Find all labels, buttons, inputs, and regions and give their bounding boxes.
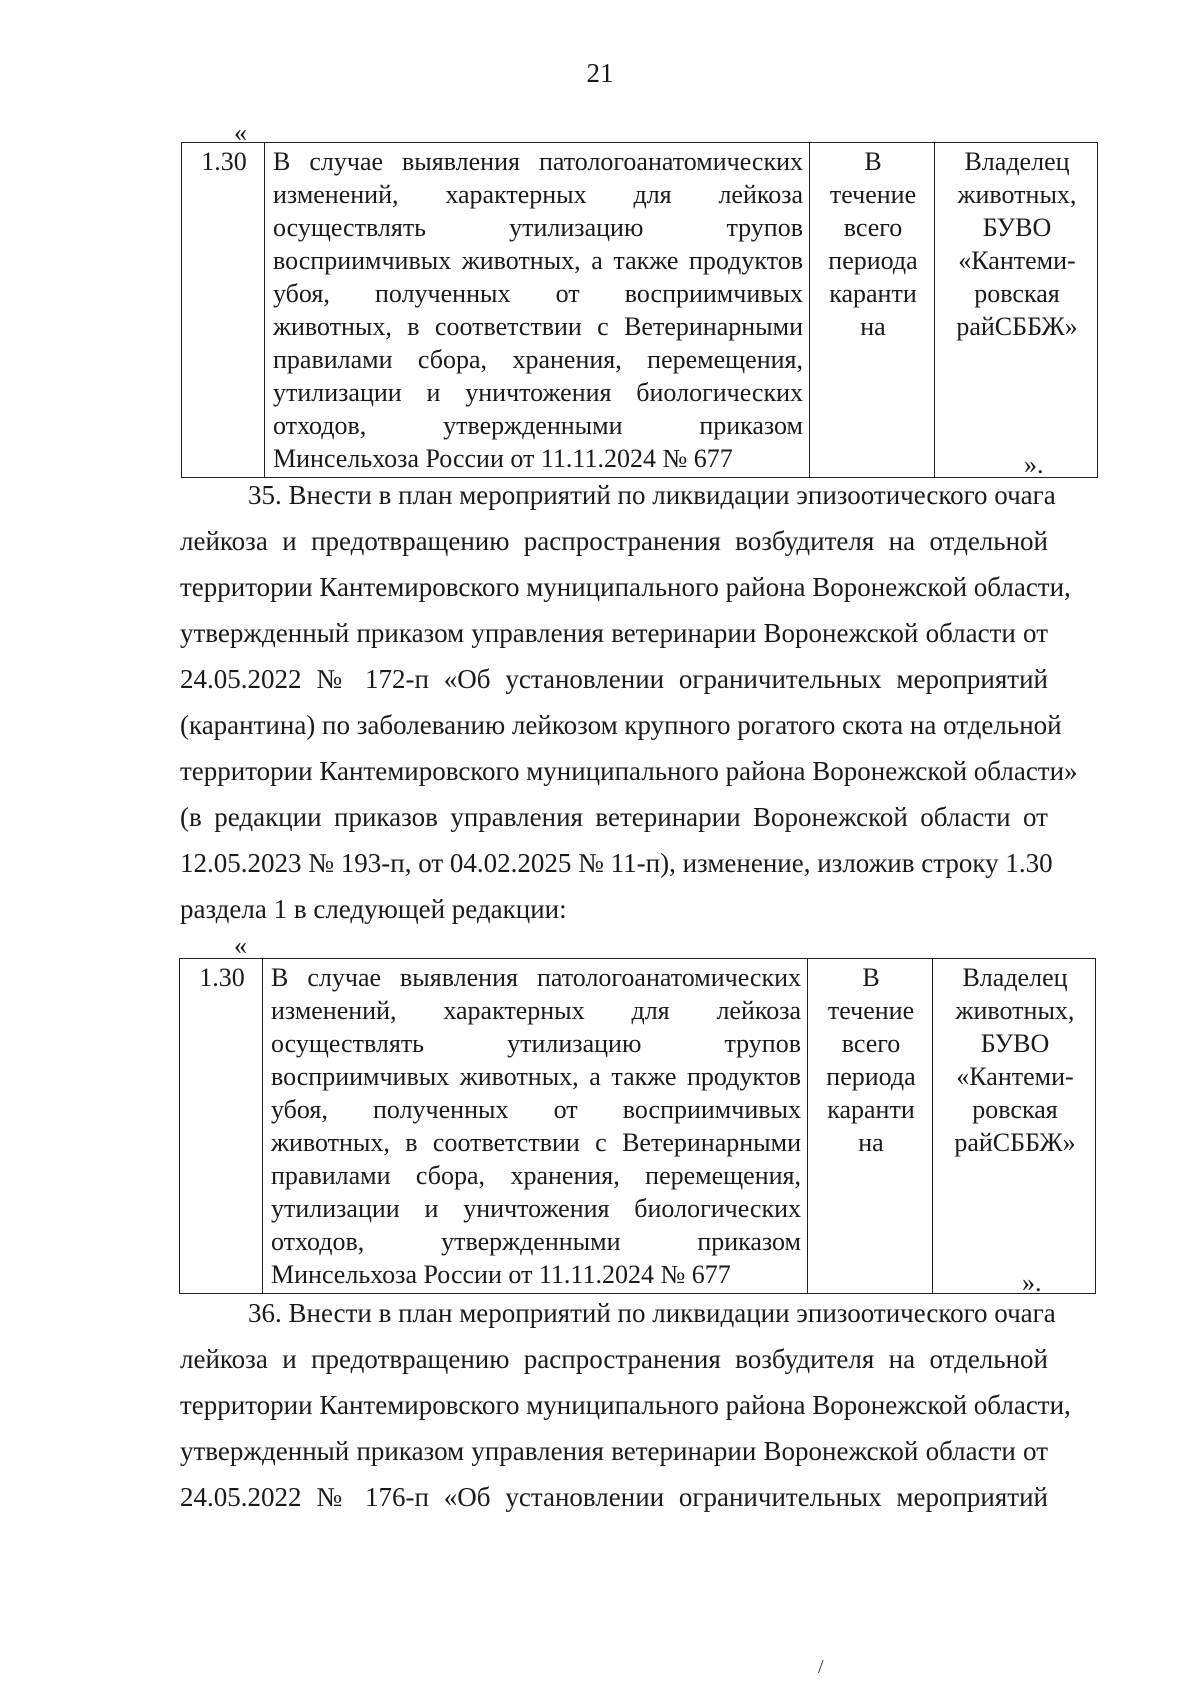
table-row bbox=[180, 959, 1096, 1294]
row-text-cell bbox=[263, 959, 808, 1294]
table-row bbox=[182, 143, 1098, 478]
responsible-line: «Кантеми- bbox=[956, 1062, 1074, 1091]
row-text-line: убоя, полученных от восприимчивых bbox=[271, 1095, 801, 1124]
row-text-line: осуществлять утилизацию трупов bbox=[271, 1029, 801, 1058]
quote-open-mark: « bbox=[234, 118, 247, 147]
row-text-line: утилизации и уничтожения биологических bbox=[273, 378, 803, 407]
paragraph-line: территории Кантемировского муниципального района Воронежской области, bbox=[180, 572, 1071, 602]
row-text-line: В случае выявления патологоанатомических bbox=[271, 963, 801, 992]
responsible-line: животных, bbox=[957, 180, 1077, 209]
responsible-line: «Кантеми- bbox=[958, 246, 1076, 275]
row-text-line: отходов, утвержденными приказом bbox=[271, 1227, 801, 1256]
paragraph-line: (в редакции приказов управления ветеринарии Воронежской области от bbox=[180, 802, 1048, 832]
amendment-table-2 bbox=[179, 958, 1096, 1294]
paragraph-line: территории Кантемировского муниципального района Воронежской области» bbox=[180, 756, 1078, 786]
row-text-line: отходов, утвержденными приказом bbox=[273, 411, 803, 440]
row-responsible-cell bbox=[933, 959, 1096, 1294]
paragraph-35 bbox=[180, 472, 1078, 932]
quote-open-mark: « bbox=[234, 931, 247, 960]
row-number-cell: 1.30 bbox=[180, 959, 263, 1294]
row-text-line: Минсельхоза России от 11.11.2024 № 677 bbox=[273, 444, 733, 473]
row-text-line: восприимчивых животных, а также продуктов bbox=[271, 1062, 801, 1091]
term-line: на bbox=[860, 312, 886, 341]
paragraph-line: 35. Внести в план мероприятий по ликвидации эпизоотического очага bbox=[248, 480, 1056, 510]
row-text-line: утилизации и уничтожения биологических bbox=[271, 1194, 801, 1223]
term-line: периода bbox=[826, 1062, 916, 1091]
paragraph-line: раздела 1 в следующей редакции: bbox=[180, 894, 567, 924]
row-text-line: изменений, характерных для лейкоза bbox=[273, 180, 803, 209]
row-term-cell bbox=[810, 143, 935, 478]
row-text-line: правилами сбора, хранения, перемещения, bbox=[273, 345, 803, 374]
paragraph-line: 36. Внести в план мероприятий по ликвидации эпизоотического очага bbox=[248, 1298, 1056, 1328]
row-text-line: животных, в соответствии с Ветеринарными bbox=[271, 1128, 801, 1157]
row-text-cell bbox=[265, 143, 810, 478]
paragraph-line: 24.05.2022 № 172-п «Об установлении ограничительных мероприятий bbox=[180, 664, 1048, 694]
row-text-line: изменений, характерных для лейкоза bbox=[271, 996, 801, 1025]
row-text-line: правилами сбора, хранения, перемещения, bbox=[271, 1161, 801, 1190]
paragraph-line: лейкоза и предотвращению распространения возбудителя на отдельной bbox=[180, 1344, 1048, 1374]
term-line: на bbox=[858, 1128, 884, 1157]
responsible-line: райСББЖ» bbox=[956, 312, 1078, 341]
paragraph-line: территории Кантемировского муниципального района Воронежской области, bbox=[180, 1390, 1071, 1420]
quote-close-mark: ». bbox=[1024, 450, 1044, 479]
row-number-cell: 1.30 bbox=[182, 143, 265, 478]
responsible-line: животных, bbox=[955, 996, 1075, 1025]
row-text-line: В случае выявления патологоанатомических bbox=[273, 147, 803, 176]
paragraph-line: (карантина) по заболеванию лейкозом крупного рогатого скота на отдельной bbox=[180, 710, 1062, 740]
paragraph-line: утвержденный приказом управления ветеринарии Воронежской области от bbox=[180, 618, 1048, 648]
responsible-line: Владелец bbox=[964, 147, 1070, 176]
stray-scan-mark: / bbox=[818, 1656, 824, 1678]
paragraph-line: 24.05.2022 № 176-п «Об установлении ограничительных мероприятий bbox=[180, 1482, 1048, 1512]
row-text-line: восприимчивых животных, а также продуктов bbox=[273, 246, 803, 275]
term-line: каранти bbox=[827, 1095, 915, 1124]
term-line: В bbox=[864, 147, 882, 176]
row-text-line: убоя, полученных от восприимчивых bbox=[273, 279, 803, 308]
row-text-line: осуществлять утилизацию трупов bbox=[273, 213, 803, 242]
term-line: течение bbox=[827, 996, 915, 1025]
row-text-line: животных, в соответствии с Ветеринарными bbox=[273, 312, 803, 341]
term-line: течение bbox=[829, 180, 917, 209]
quote-close-mark: ». bbox=[1022, 1268, 1042, 1297]
term-line: каранти bbox=[829, 279, 917, 308]
amendment-table-1 bbox=[181, 142, 1098, 478]
page-number: 21 bbox=[586, 58, 614, 88]
responsible-line: БУВО bbox=[982, 213, 1052, 242]
term-line: всего bbox=[841, 1029, 901, 1058]
responsible-line: ровская bbox=[974, 279, 1060, 308]
paragraph-line: 12.05.2023 № 193-п, от 04.02.2025 № 11-п), изменение, изложив строку 1.30 bbox=[180, 848, 1053, 878]
term-line: периода bbox=[828, 246, 918, 275]
row-text-line: Минсельхоза России от 11.11.2024 № 677 bbox=[271, 1260, 731, 1289]
row-term-cell bbox=[808, 959, 933, 1294]
responsible-line: райСББЖ» bbox=[954, 1128, 1076, 1157]
responsible-line: ровская bbox=[972, 1095, 1058, 1124]
paragraph-36 bbox=[180, 1290, 1071, 1520]
row-responsible-cell bbox=[935, 143, 1098, 478]
responsible-line: Владелец bbox=[962, 963, 1068, 992]
paragraph-line: лейкоза и предотвращению распространения возбудителя на отдельной bbox=[180, 526, 1048, 556]
term-line: В bbox=[862, 963, 880, 992]
term-line: всего bbox=[843, 213, 903, 242]
paragraph-line: утвержденный приказом управления ветеринарии Воронежской области от bbox=[180, 1436, 1048, 1466]
responsible-line: БУВО bbox=[980, 1029, 1050, 1058]
